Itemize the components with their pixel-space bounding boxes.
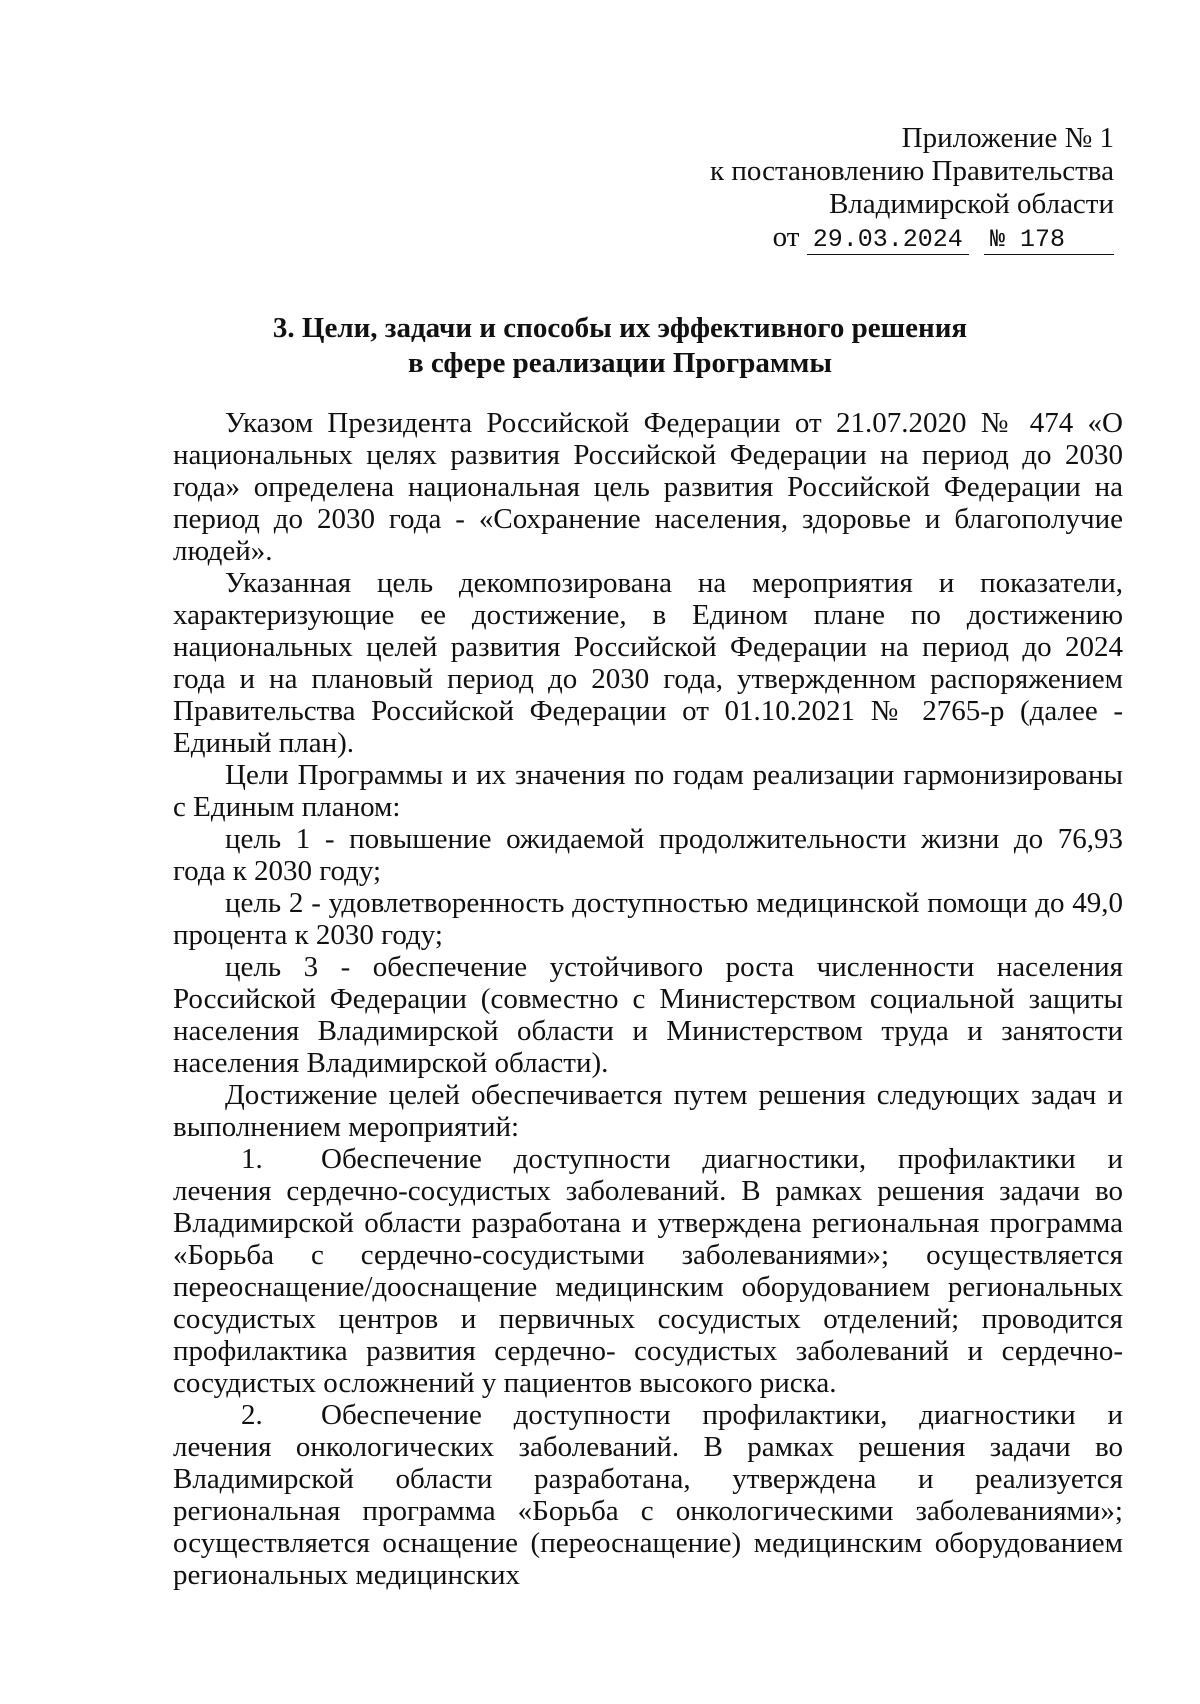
paragraph-goals-intro: Цели Программы и их значения по годам реализации гармонизированы с Единым планом: [173, 759, 1123, 823]
from-prefix: от [772, 221, 800, 253]
task-item-1 [173, 1143, 1123, 1399]
paragraph-decomposition: Указанная цель декомпозирована на мероприятия и показатели, характеризующие ее достижение, в Едином плане по достижению национальных целей развития Российской Федерации на период до 2024 года и на плановый период до 2030 года, утвержденном распоряжением Правительства Российской Федерации от 01.10.2021 № 2765-р (далее - Единый план). [173, 567, 1123, 759]
region-name: Владимирской области [828, 188, 1114, 220]
task-number-1: 1. [241, 1143, 263, 1175]
document-body [173, 407, 1123, 1591]
appendix-header [710, 122, 1114, 255]
section-title-line-2: в сфере реализации Программы [408, 347, 832, 379]
appendix-label: Приложение № 1 [901, 122, 1114, 154]
task-text-1: Обеспечение доступности диагностики, профилактики и лечения сердечно-сосудистых заболеваний. В рамках решения задачи во Владимирской области разработана и утверждена региональная программа «Борьба с сердечно-сосудистыми заболеваниями»; осуществляется переоснащение/дооснащение медицинским оборудованием региональных сосудистых центров и первичных сосудистых отделений; проводится профилактика развития сердечно- сосудистых заболеваний и сердечно-сосудистых осложнений у пациентов высокого риска. [173, 1143, 1123, 1399]
task-number-2: 2. [241, 1399, 263, 1431]
resolution-date-line [710, 221, 1114, 255]
paragraph-goal-1: цель 1 - повышение ожидаемой продолжительности жизни до 76,93 года к 2030 году; [173, 823, 1123, 887]
resolution-reference: к постановлению Правительства [710, 155, 1114, 187]
resolution-date: 29.03.2024 [807, 226, 969, 255]
paragraph-tasks-intro: Достижение целей обеспечивается путем решения следующих задач и выполнением мероприятий: [173, 1079, 1123, 1143]
task-text-2: Обеспечение доступности профилактики, диагностики и лечения онкологических заболеваний. В рамках решения задачи во Владимирской области разработана, утверждена и реализуется региональная программа «Борьба с онкологическими заболеваниями»; осуществляется оснащение (переоснащение) медицинским оборудованием региональных медицинских [173, 1399, 1123, 1591]
paragraph-goal-3: цель 3 - обеспечение устойчивого роста численности населения Российской Федерации (совместно с Министерством социальной защиты населения Владимирской области и Министерством труда и занятости населения Владимирской области). [173, 951, 1123, 1079]
paragraph-decree: Указом Президента Российской Федерации от 21.07.2020 № 474 «О национальных целях развития Российской Федерации на период до 2030 года» определена национальная цель развития Российской Федерации на период до 2030 года - «Сохранение населения, здоровье и благополучие людей». [173, 407, 1123, 567]
resolution-number: № 178 [984, 226, 1114, 255]
section-title-line-1: 3. Цели, задачи и способы их эффективного решения [272, 312, 968, 344]
paragraph-goal-2: цель 2 - удовлетворенность доступностью медицинской помощи до 49,0 процента к 2030 году; [173, 887, 1123, 951]
section-title [170, 311, 1070, 381]
task-item-2 [173, 1399, 1123, 1591]
